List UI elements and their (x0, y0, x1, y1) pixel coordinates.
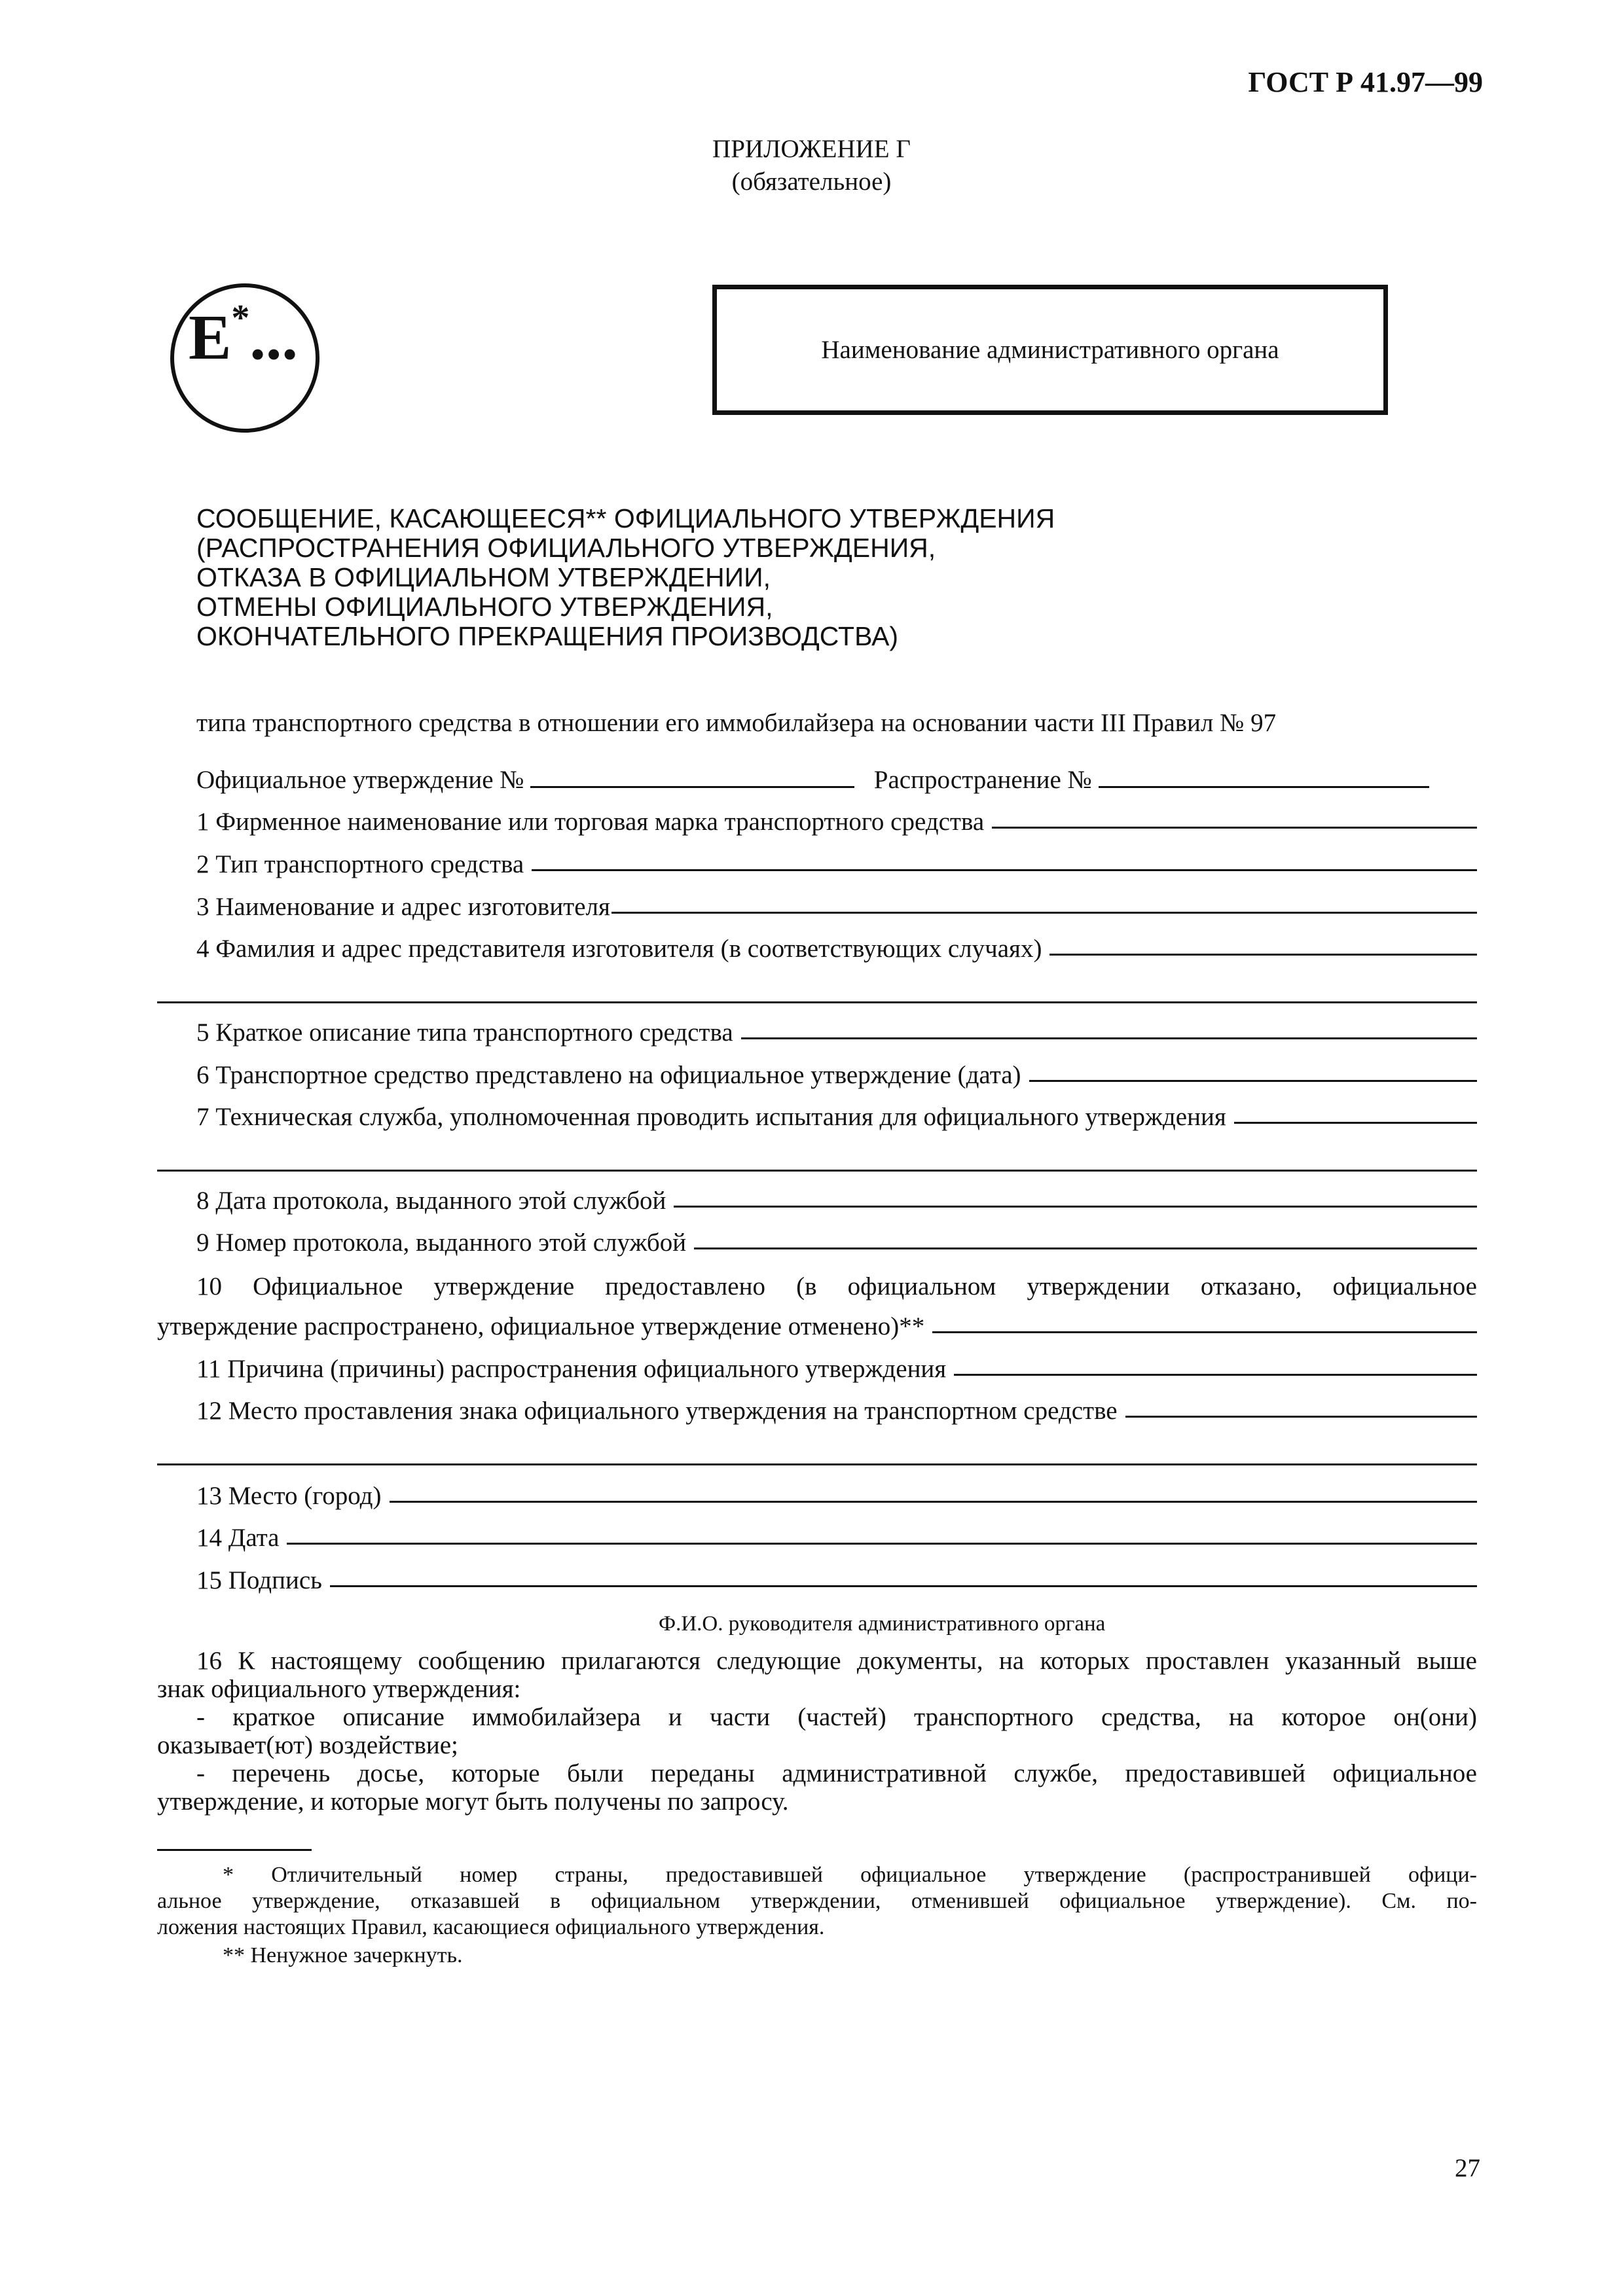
item-label: 5 Краткое описание типа транспортного средства (196, 1018, 733, 1047)
item-16-line-2: знак официального утверждения: (157, 1675, 521, 1703)
item-4-field[interactable] (1049, 934, 1477, 956)
item-16-line-1: 16 К настоящему сообщению прилагаются следующие документы, на которых проставлен указанный выше (196, 1647, 1477, 1675)
approval-number-row (196, 765, 1429, 795)
form-item-2 (196, 850, 1477, 880)
heading-line: (РАСПРОСТРАНЕНИЯ ОФИЦИАЛЬНОГО УТВЕРЖДЕНИЯ, (196, 533, 936, 563)
form-item-5 (196, 1018, 1477, 1048)
bullet-1-line-1: - краткое описание иммобилайзера и части (частей) транспортного средства, на которое он(они) (196, 1703, 1477, 1731)
footnote-2: ** Ненужное зачеркнуть. (223, 1943, 463, 1967)
page-number: 27 (1455, 2154, 1480, 2182)
form-item-3 (196, 892, 1477, 922)
item-1-field[interactable] (992, 807, 1477, 829)
annex-status: (обязательное) (731, 168, 892, 196)
item-13-field[interactable] (390, 1481, 1477, 1503)
form-item-8 (196, 1186, 1477, 1216)
heading-line: СООБЩЕНИЕ, КАСАЮЩЕЕСЯ** ОФИЦИАЛЬНОГО УТВЕРЖДЕНИЯ (196, 503, 1055, 533)
extension-number-label: Распространение № (873, 766, 1092, 794)
item-label: 4 Фамилия и адрес представителя изготовителя (в соответствующих случаях) (196, 935, 1042, 963)
item-label: 1 Фирменное наименование или торговая марка транспортного средства (196, 808, 985, 836)
heading-line: ОТКАЗА В ОФИЦИАЛЬНОМ УТВЕРЖДЕНИИ, (196, 562, 771, 592)
form-item-12 (196, 1396, 1477, 1426)
item-12-continuation-line[interactable] (157, 1463, 1477, 1465)
approval-number-label: Официальное утверждение № (196, 766, 524, 794)
approval-mark-star: * (231, 298, 250, 338)
item-label: 8 Дата протокола, выданного этой службой (196, 1187, 666, 1215)
footnote-separator (157, 1849, 312, 1851)
item-label: 14 Дата (196, 1524, 280, 1552)
item-label: 15 Подпись (196, 1566, 322, 1594)
item-7-field[interactable] (1234, 1102, 1477, 1124)
form-item-6 (196, 1060, 1477, 1090)
item-10-field[interactable] (932, 1312, 1477, 1333)
approval-mark (189, 298, 298, 374)
bullet-2-line-1: - перечень досье, которые были переданы административной службе, предоставившей официальное (196, 1759, 1477, 1787)
form-item-11 (196, 1354, 1477, 1384)
signature-caption: Ф.И.О. руководителя административного органа (659, 1612, 1106, 1636)
item-label: утверждение распространено, официальное утверждение отменено)** (157, 1312, 925, 1340)
item-8-field[interactable] (674, 1186, 1477, 1208)
item-label: 13 Место (город) (196, 1482, 382, 1510)
footnote-1-line-1: * Отличительный номер страны, предоставившей официальное утверждение (распространившей офици- (223, 1863, 1477, 1887)
form-item-15 (196, 1566, 1477, 1596)
item-12-field[interactable] (1125, 1396, 1477, 1418)
item-label: 3 Наименование и адрес изготовителя (196, 893, 610, 921)
form-item-4 (196, 934, 1477, 964)
footnote-1-line-2: альное утверждение, отказавшей в официальном утверждении, отменившей официальное утверждение). См. по- (157, 1889, 1477, 1913)
item-label: 12 Место проставления знака официального утверждения на транспортном средстве (196, 1397, 1118, 1425)
item-5-field[interactable] (741, 1018, 1477, 1039)
item-label: 9 Номер протокола, выданного этой службой (196, 1229, 687, 1257)
approval-mark-dots: ... (249, 302, 298, 373)
authority-name-box (712, 285, 1388, 415)
extension-number-field[interactable] (1099, 766, 1429, 788)
form-item-9 (196, 1228, 1477, 1258)
heading-line: ОКОНЧАТЕЛЬНОГО ПРЕКРАЩЕНИЯ ПРОИЗВОДСТВА) (196, 621, 899, 651)
item-9-field[interactable] (694, 1228, 1477, 1249)
item-11-field[interactable] (954, 1354, 1477, 1376)
item-6-field[interactable] (1029, 1060, 1477, 1082)
heading-line: ОТМЕНЫ ОФИЦИАЛЬНОГО УТВЕРЖДЕНИЯ, (196, 592, 773, 622)
subject-line: типа транспортного средства в отношении его иммобилайзера на основании части III Правил № 97 (196, 709, 1277, 737)
item-label: 2 Тип транспортного средства (196, 850, 524, 878)
item-14-field[interactable] (287, 1523, 1477, 1545)
approval-number-field[interactable] (530, 766, 854, 788)
form-item-14 (196, 1523, 1477, 1553)
footnote-1-line-3: ложения настоящих Правил, касающиеся официального утверждения. (157, 1915, 825, 1939)
item-2-field[interactable] (532, 850, 1477, 871)
form-item-10-line-1: 10 Официальное утверждение предоставлено (в официальном утверждении отказано, официальное (196, 1272, 1477, 1300)
document-code: ГОСТ Р 41.97—99 (1248, 66, 1483, 98)
item-label: 6 Транспортное средство представлено на официальное утверждение (дата) (196, 1061, 1021, 1089)
bullet-1-line-2: оказывает(ют) воздействие; (157, 1731, 458, 1759)
signature-field[interactable] (330, 1566, 1477, 1587)
annex-title: ПРИЛОЖЕНИЕ Г (712, 135, 911, 163)
form-item-10-line-2 (157, 1312, 1477, 1342)
item-label: 11 Причина (причины) распространения официального утверждения (196, 1355, 947, 1383)
form-item-13 (196, 1481, 1477, 1511)
approval-mark-letter: E (189, 302, 232, 373)
form-item-1 (196, 807, 1477, 837)
item-4-continuation-line[interactable] (157, 1001, 1477, 1003)
form-item-7 (196, 1102, 1477, 1132)
bullet-2-line-2: утверждение, и которые могут быть получены по запросу. (157, 1787, 789, 1816)
item-label: 7 Техническая служба, уполномоченная проводить испытания для официального утверждения (196, 1103, 1226, 1131)
item-3-field[interactable] (611, 892, 1477, 914)
communication-heading (196, 504, 1055, 651)
item-7-continuation-line[interactable] (157, 1170, 1477, 1172)
authority-name-label: Наименование административного органа (821, 336, 1279, 364)
